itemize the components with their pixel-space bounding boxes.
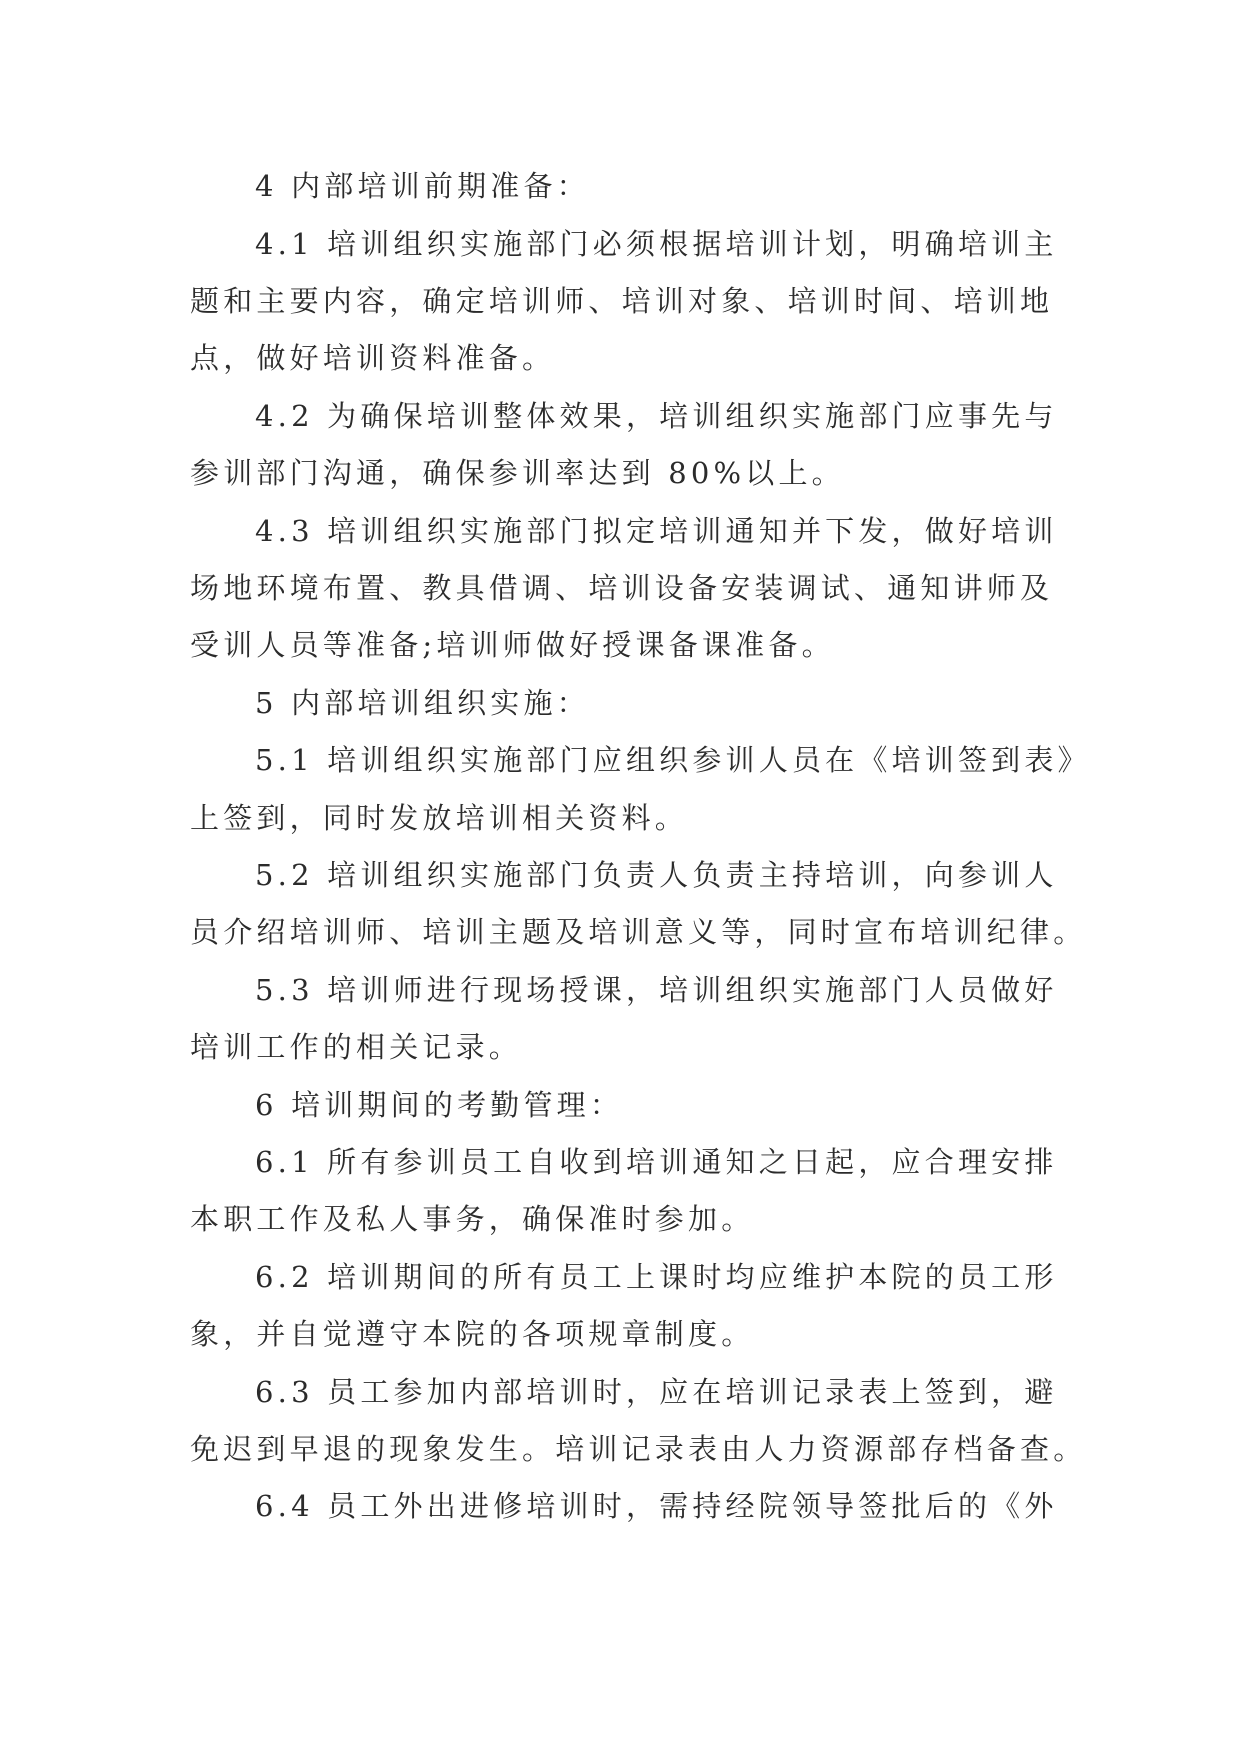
- paragraph-6-1-line-1: 6.1 所有参训员工自收到培训通知之日起，应合理安排: [255, 1145, 1058, 1179]
- heading-5-implementation: 5 内部培训组织实施：: [255, 686, 590, 720]
- paragraph-5-1-line-2: 上签到，同时发放培训相关资料。: [190, 801, 689, 835]
- paragraph-4-1-line-1: 4.1 培训组织实施部门必须根据培训计划，明确培训主: [255, 227, 1058, 261]
- paragraph-4-3-line-1: 4.3 培训组织实施部门拟定培训通知并下发，做好培训: [255, 514, 1058, 548]
- paragraph-6-1-line-2: 本职工作及私人事务，确保准时参加。: [190, 1202, 755, 1236]
- paragraph-5-1-line-1: 5.1 培训组织实施部门应组织参训人员在《培训签到表》: [255, 743, 1091, 777]
- paragraph-4-1-line-3: 点，做好培训资料准备。: [190, 341, 556, 375]
- paragraph-6-4-line-1: 6.4 员工外出进修培训时，需持经院领导签批后的《外: [255, 1489, 1058, 1523]
- heading-4-preparation: 4 内部培训前期准备：: [255, 169, 590, 203]
- paragraph-4-1-line-2: 题和主要内容，确定培训师、培训对象、培训时间、培训地: [190, 284, 1054, 318]
- paragraph-6-2-line-2: 象，并自觉遵守本院的各项规章制度。: [190, 1317, 755, 1351]
- paragraph-6-2-line-1: 6.2 培训期间的所有员工上课时均应维护本院的员工形: [255, 1260, 1058, 1294]
- paragraph-6-3-line-1: 6.3 员工参加内部培训时，应在培训记录表上签到，避: [255, 1375, 1058, 1409]
- paragraph-5-3-line-1: 5.3 培训师进行现场授课，培训组织实施部门人员做好: [255, 973, 1058, 1007]
- paragraph-5-2-line-1: 5.2 培训组织实施部门负责人负责主持培训，向参训人: [255, 858, 1058, 892]
- paragraph-5-3-line-2: 培训工作的相关记录。: [190, 1030, 523, 1064]
- paragraph-5-2-line-2: 员介绍培训师、培训主题及培训意义等，同时宣布培训纪律。: [190, 915, 1087, 949]
- paragraph-6-3-line-2: 免迟到早退的现象发生。培训记录表由人力资源部存档备查。: [190, 1432, 1087, 1466]
- paragraph-4-3-line-2: 场地环境布置、教具借调、培训设备安装调试、通知讲师及: [190, 571, 1054, 605]
- paragraph-4-2-line-1: 4.2 为确保培训整体效果，培训组织实施部门应事先与: [255, 399, 1058, 433]
- heading-6-attendance: 6 培训期间的考勤管理：: [255, 1088, 624, 1122]
- paragraph-4-2-line-2: 参训部门沟通，确保参训率达到 80%以上。: [190, 456, 845, 490]
- paragraph-4-3-line-3: 受训人员等准备;培训师做好授课备课准备。: [190, 628, 835, 662]
